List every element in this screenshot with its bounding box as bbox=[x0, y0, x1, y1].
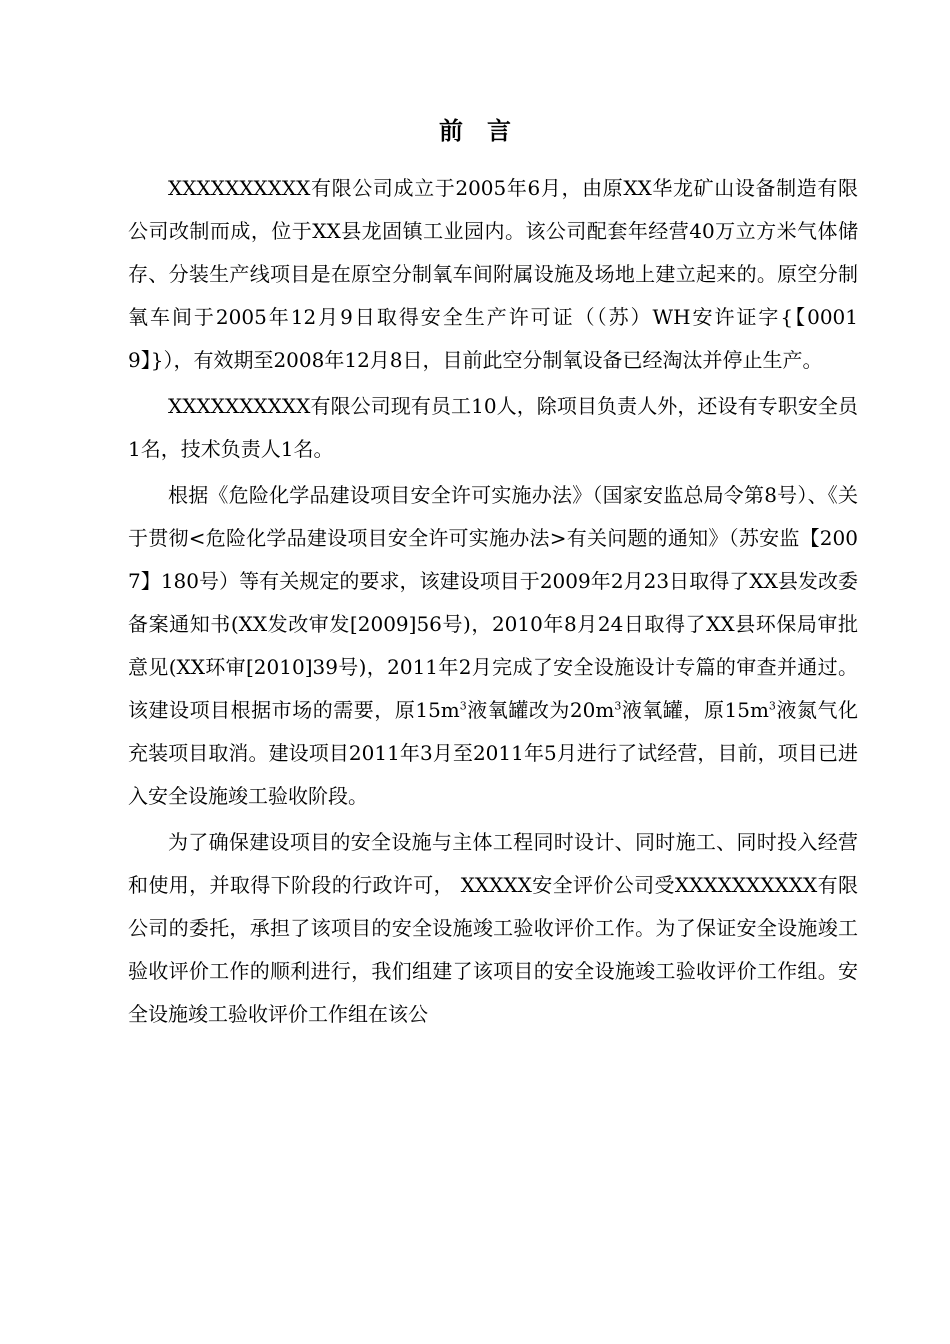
paragraph-2: XXXXXXXXXX有限公司现有员工10人，除项目负责人外，还设有专职安全员1名，技术负责人1名。 bbox=[128, 394, 858, 461]
page-title: 前言 bbox=[439, 117, 535, 145]
paragraph-4: 为了确保建设项目的安全设施与主体工程同时设计、同时施工、同时投入经营和使用，并取得下阶段的行政许可， XXXXX安全评价公司受XXXXXXXXXX有限公司的委托，承担了该项目的安全设施竣工验收评价工作。为了保证安全设施竣工验收评价工作的顺利进行，我们组建了该项目的安全设施竣工验收评价工作组。安全设施竣工验收评价工作组在该公 bbox=[128, 830, 858, 1026]
document-body bbox=[128, 167, 858, 1039]
paragraph-3 bbox=[128, 474, 858, 818]
paragraph-3-text-d: 液氮气化充装项目取消。建设项目2011年3月至2011年5月进行了试经营，目前，项目已进入安全设施竣工验收阶段。 bbox=[128, 698, 859, 808]
paragraph-3-text-c: 液氧罐，原 bbox=[621, 698, 725, 722]
paragraph-1: XXXXXXXXXX有限公司成立于2005年6月，由原XX华龙矿山设备制造有限公司改制而成，位于XX县龙固镇工业园内。该公司配套年经营40万立方米气体储存、分装生产线项目是在原空分制氧车间附属设施及场地上建立起来的。原空分制氧车间于2005年12月9日取得安全生产许可证（（苏）WH安许证字{【00019】}），有效期至2008年12月8日，目前此空分制氧设备已经淘汰并停止生产。 bbox=[128, 176, 858, 372]
volume-2: $20m^3$ bbox=[569, 698, 622, 722]
paragraph-3-text-b: 液氧罐改为 bbox=[466, 698, 570, 722]
paragraph-3-text-a: 根据《危险化学品建设项目安全许可实施办法》（国家安监总局令第8号）、《关于贯彻<危险化学品建设项目安全许可实施办法>有关问题的通知》（苏安监【2007】180号）等有关规定的要求，该建设项目于2009年2月23日取得了XX县发改委备案通知书(XX发改审发[2009]56号)，2010年8月24日取得了XX县环保局审批意见(XX环审[2010]39号)，2011年2月完成了安全设施设计专篇的审查并通过。该建设项目根据市场的需要，原 bbox=[128, 483, 858, 722]
volume-3: $15m^3$ bbox=[724, 698, 776, 722]
volume-1: $15m^3$ bbox=[415, 698, 467, 722]
